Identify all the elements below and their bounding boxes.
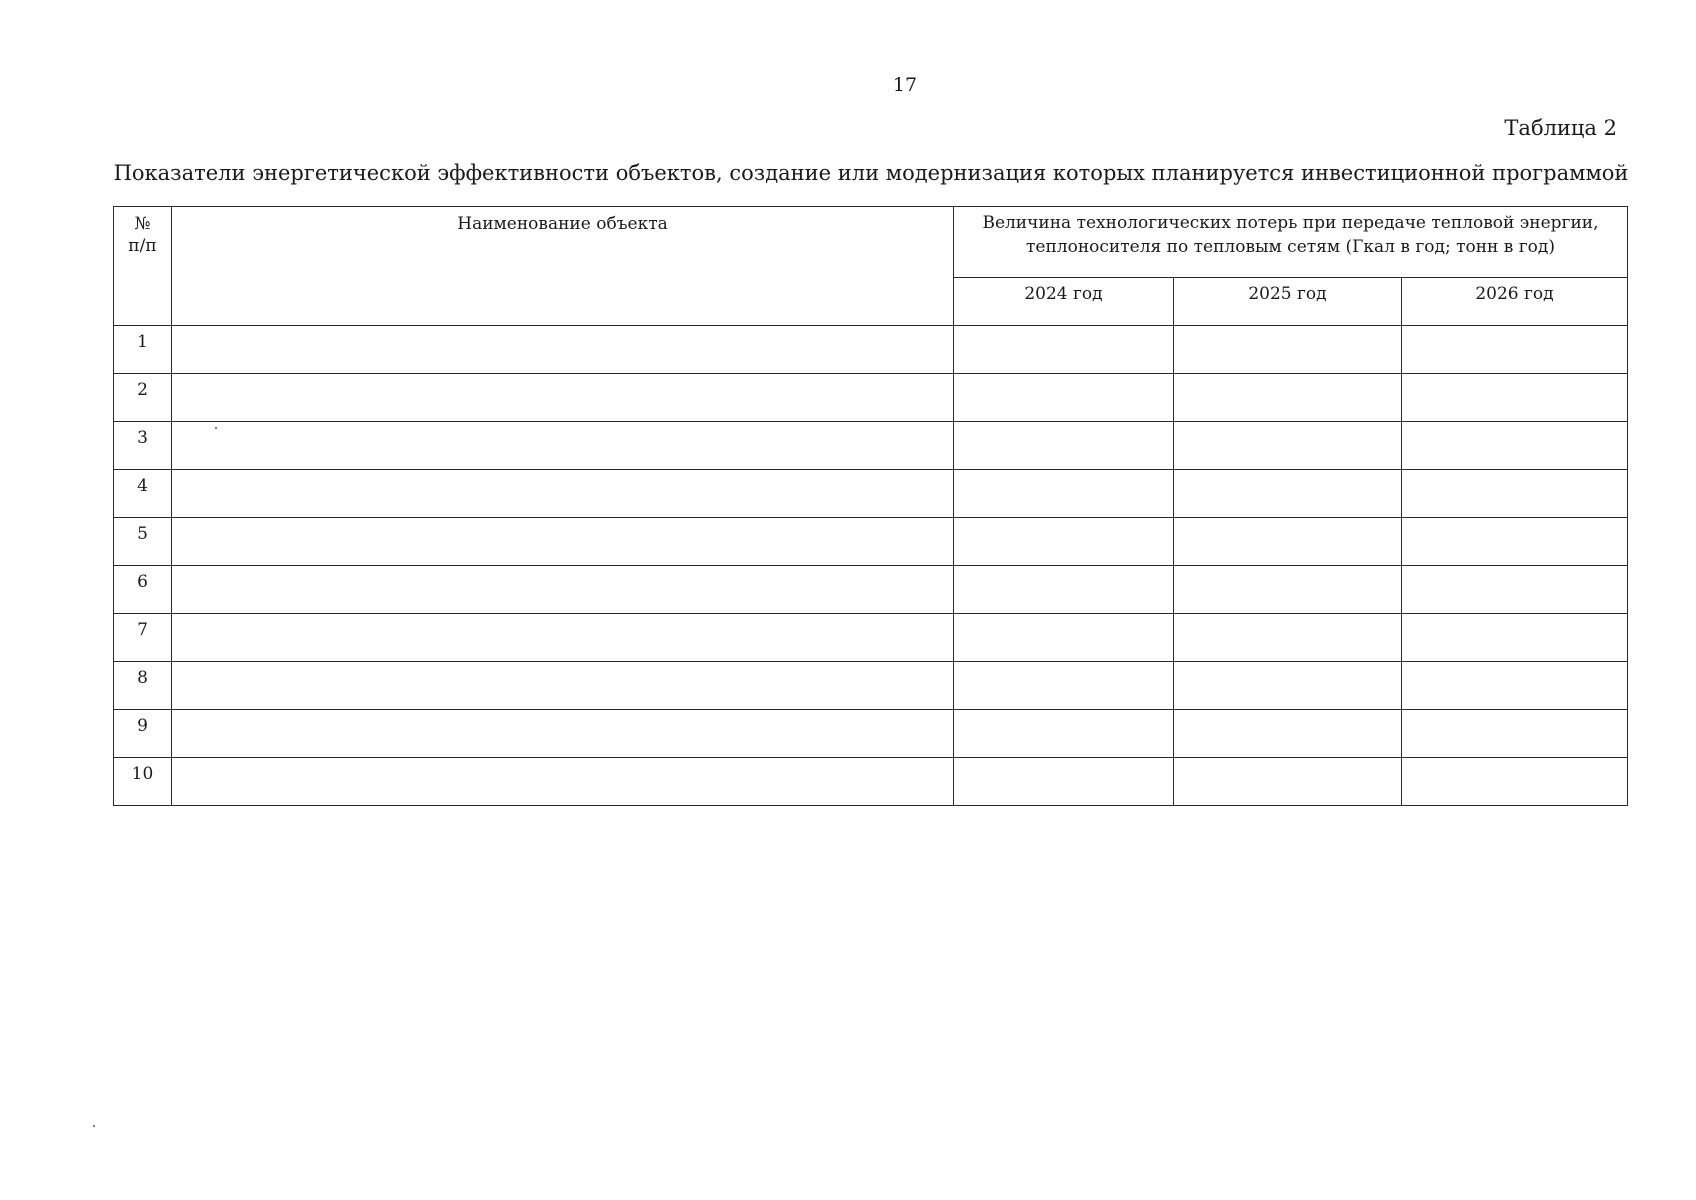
table-header-row [114, 207, 1628, 278]
row-value-2026-cell [1402, 662, 1628, 710]
row-object-name-cell [172, 662, 954, 710]
table-row [114, 422, 1628, 470]
table-label: Таблица 2 [1504, 116, 1617, 140]
row-value-2024-cell [954, 758, 1174, 806]
row-value-2025-cell [1174, 374, 1402, 422]
row-object-name-cell [172, 614, 954, 662]
table-row [114, 518, 1628, 566]
header-object-name: Наименование объекта [172, 207, 954, 326]
row-value-2024-cell [954, 710, 1174, 758]
row-value-2026-cell [1402, 470, 1628, 518]
row-value-2026-cell [1402, 758, 1628, 806]
document-title: Показатели энергетической эффективности объектов, создание или модернизация которых планируется инвестиционной программой [113, 161, 1629, 185]
row-value-2026-cell [1402, 374, 1628, 422]
row-value-2025-cell [1174, 422, 1402, 470]
row-value-2026-cell [1402, 326, 1628, 374]
header-number-sign: № [134, 214, 151, 234]
header-year-2026: 2026 год [1402, 278, 1628, 326]
row-value-2025-cell [1174, 758, 1402, 806]
row-number-cell: 3 [114, 422, 172, 470]
row-value-2026-cell [1402, 422, 1628, 470]
table-row [114, 758, 1628, 806]
row-number-cell: 5 [114, 518, 172, 566]
row-number-cell: 4 [114, 470, 172, 518]
row-object-name-cell [172, 758, 954, 806]
row-value-2024-cell [954, 518, 1174, 566]
row-object-name-cell [172, 470, 954, 518]
row-object-name-cell [172, 518, 954, 566]
row-number-cell: 8 [114, 662, 172, 710]
table-row [114, 614, 1628, 662]
row-value-2024-cell [954, 662, 1174, 710]
row-value-2025-cell [1174, 566, 1402, 614]
row-object-name-cell [172, 710, 954, 758]
table-row [114, 566, 1628, 614]
scan-speck [215, 427, 217, 429]
row-number-cell: 9 [114, 710, 172, 758]
row-value-2025-cell [1174, 518, 1402, 566]
row-value-2025-cell [1174, 470, 1402, 518]
row-value-2024-cell [954, 470, 1174, 518]
table-row [114, 470, 1628, 518]
row-number-cell: 6 [114, 566, 172, 614]
row-value-2025-cell [1174, 662, 1402, 710]
row-value-2026-cell [1402, 566, 1628, 614]
header-number-pp: п/п [128, 236, 157, 256]
table-row [114, 326, 1628, 374]
row-number-cell: 2 [114, 374, 172, 422]
header-year-2025: 2025 год [1174, 278, 1402, 326]
row-object-name-cell [172, 566, 954, 614]
row-number-cell: 10 [114, 758, 172, 806]
row-value-2024-cell [954, 566, 1174, 614]
row-value-2025-cell [1174, 614, 1402, 662]
header-number [114, 207, 172, 326]
row-number-cell: 7 [114, 614, 172, 662]
header-losses-group: Величина технологических потерь при передаче тепловой энергии, теплоносителя по тепловым сетям (Гкал в год; тонн в год) [954, 207, 1628, 278]
row-object-name-cell [172, 422, 954, 470]
table-row [114, 710, 1628, 758]
scan-speck [93, 1125, 95, 1127]
row-value-2025-cell [1174, 326, 1402, 374]
header-year-2024: 2024 год [954, 278, 1174, 326]
row-value-2024-cell [954, 326, 1174, 374]
row-value-2026-cell [1402, 614, 1628, 662]
row-number-cell: 1 [114, 326, 172, 374]
table-row [114, 662, 1628, 710]
table-row [114, 374, 1628, 422]
row-value-2024-cell [954, 422, 1174, 470]
row-object-name-cell [172, 374, 954, 422]
row-object-name-cell [172, 326, 954, 374]
row-value-2024-cell [954, 374, 1174, 422]
row-value-2026-cell [1402, 518, 1628, 566]
row-value-2026-cell [1402, 710, 1628, 758]
page-number: 17 [892, 74, 918, 96]
row-value-2025-cell [1174, 710, 1402, 758]
row-value-2024-cell [954, 614, 1174, 662]
efficiency-table [113, 206, 1628, 806]
